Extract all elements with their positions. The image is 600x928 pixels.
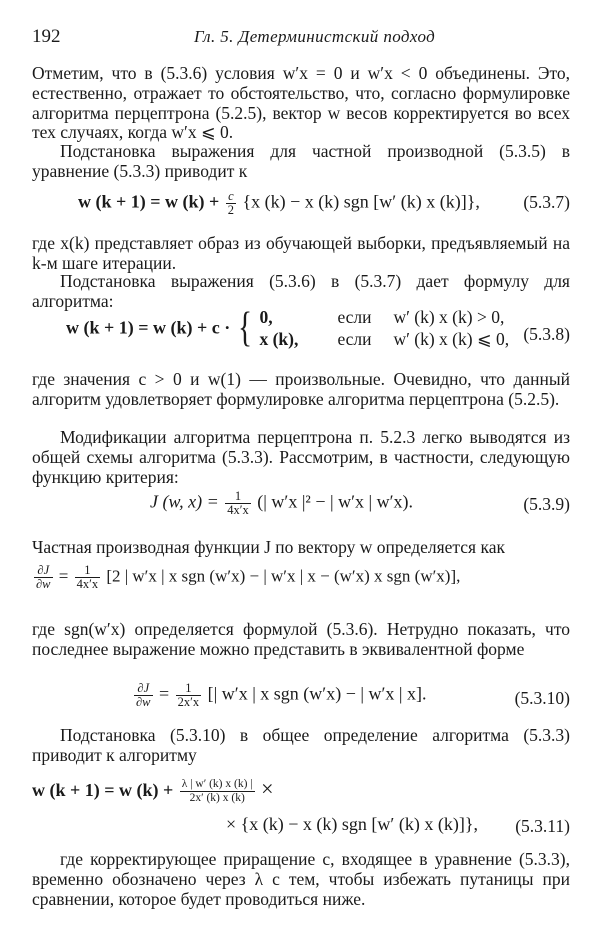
equation-lhs: w (k + 1) = w (k) + xyxy=(78,191,220,212)
equation-fraction xyxy=(225,490,250,517)
page-number: 192 xyxy=(32,26,61,47)
fraction-numerator: 1 xyxy=(225,490,250,504)
derivative-fraction xyxy=(34,564,53,591)
equation-number: (5.3.7) xyxy=(523,192,570,212)
paragraph-8: где sgn(w′x) определяется формулой (5.3.6). Нетрудно показать, что последнее выражение можно представить в эквивалентной форме xyxy=(32,619,570,659)
equation-body xyxy=(132,682,427,709)
equation-fraction xyxy=(226,190,236,217)
equation-body xyxy=(66,306,509,350)
equation-cases xyxy=(259,306,509,350)
equation-rhs: [2 | w′x | x sgn (w′x) − | w′x | x − (w′x) x sgn (w′x)], xyxy=(106,566,461,586)
equation-body xyxy=(150,490,413,517)
case-word: если xyxy=(337,329,372,349)
equation-lhs: w (k + 1) = w (k) + c · xyxy=(66,317,231,338)
equation-body xyxy=(32,564,460,591)
fraction-numerator: 1 xyxy=(75,564,100,578)
fraction-numerator: λ | w′ (k) x (k) | xyxy=(181,778,253,791)
equation-lhs: J (w, x) = xyxy=(150,491,219,512)
case-row-2 xyxy=(259,328,509,350)
chapter-title: Гл. 5. Детерминистский подход xyxy=(194,27,436,46)
equation-line-1 xyxy=(32,776,274,805)
equation-5-3-8 xyxy=(32,306,570,360)
equals-sign: = xyxy=(58,566,69,586)
paragraph-5: где значения c > 0 и w(1) — произвольные. Очевидно, что данный алгоритм удовлетворяет формулировке алгоритма перцептрона (5.2.5). xyxy=(32,369,570,409)
equation-fraction xyxy=(176,682,201,709)
paragraph-4: Подстановка выражения (5.3.6) в (5.3.7) дает формулу для алгоритма: xyxy=(32,271,570,311)
paragraph-6: Модификации алгоритма перцептрона п. 5.2.3 легко выводятся из общей схемы алгоритма (5.3.3). Рассмотрим, в частности, следующую функцию критерия: xyxy=(32,427,570,487)
case-condition: w′ (k) x (k) > 0, xyxy=(393,307,505,327)
equation-5-3-11 xyxy=(32,776,570,838)
derivative-fraction xyxy=(134,682,153,709)
equals-sign: = xyxy=(159,683,170,704)
fraction-denominator: 2x′ (k) x (k) xyxy=(189,792,245,805)
page-header xyxy=(32,26,572,50)
equation-rhs: (| w′x |² − | w′x | w′x). xyxy=(257,491,414,512)
equation-number: (5.3.11) xyxy=(515,816,570,836)
equation-fraction xyxy=(180,778,255,805)
paragraph-3: где x(k) представляет образ из обучающей выборки, предъявляемый на k-м шаге итерации. xyxy=(32,233,570,273)
equation-rhs: {x (k) − x (k) sgn [w′ (k) x (k)]}, xyxy=(242,191,480,212)
equation-rhs: [| w′x | x sgn (w′x) − | w′x | x]. xyxy=(207,683,427,704)
case-condition: w′ (k) x (k) ⩽ 0, xyxy=(393,329,510,349)
paragraph-1: Отметим, что в (5.3.6) условия w′x = 0 и w′x < 0 объединены. Это, естественно, отражает то обстоятельство, что, согласно формулировке алгоритма перцептрона (5.2.5), вектор w весов корректируется во всех тех случаях, когда w′x ⩽ 0. xyxy=(32,63,570,143)
equation-body xyxy=(78,190,480,217)
case-word: если xyxy=(337,307,372,327)
equation-number: (5.3.8) xyxy=(523,324,570,344)
case-row-1 xyxy=(259,306,509,328)
paragraph-2: Подстановка выражения для частной производной (5.3.5) в уравнение (5.3.3) приводит к xyxy=(32,141,570,181)
paragraph-7: Частная производная функции J по вектору w определяется как xyxy=(32,537,505,557)
fraction-denominator: 2 xyxy=(227,203,235,217)
fraction-denominator: 2x′x xyxy=(177,695,200,709)
fraction-numerator: 1 xyxy=(176,682,201,696)
times-sign: × xyxy=(261,776,274,801)
paragraph-9: Подстановка (5.3.10) в общее определение алгоритма (5.3.3) приводит к алгоритму xyxy=(32,725,570,765)
equation-line-2: × {x (k) − x (k) sgn [w′ (k) x (k)]}, xyxy=(226,814,478,834)
paragraph-10: где корректирующее приращение c, входящее в уравнение (5.3.3), временно обозначено через λ с тем, чтобы избежать путаницы при сравнении, которое будет проводиться ниже. xyxy=(32,849,570,909)
fraction-denominator: ∂w xyxy=(136,695,151,709)
equation-number: (5.3.10) xyxy=(514,688,570,708)
equation-fraction xyxy=(75,564,100,591)
fraction-numerator: c xyxy=(226,190,236,204)
fraction-denominator: 4x′x xyxy=(227,503,249,517)
case-value: x (k), xyxy=(259,329,299,349)
fraction-denominator: 4x′x xyxy=(76,577,99,591)
fraction-denominator: ∂w xyxy=(36,577,51,591)
fraction-numerator: ∂J xyxy=(134,682,153,696)
left-brace: { xyxy=(237,305,252,351)
equation-lhs: w (k + 1) = w (k) + xyxy=(32,780,174,800)
case-value: 0, xyxy=(259,307,273,327)
fraction-numerator: ∂J xyxy=(34,564,53,578)
equation-number: (5.3.9) xyxy=(523,494,570,514)
